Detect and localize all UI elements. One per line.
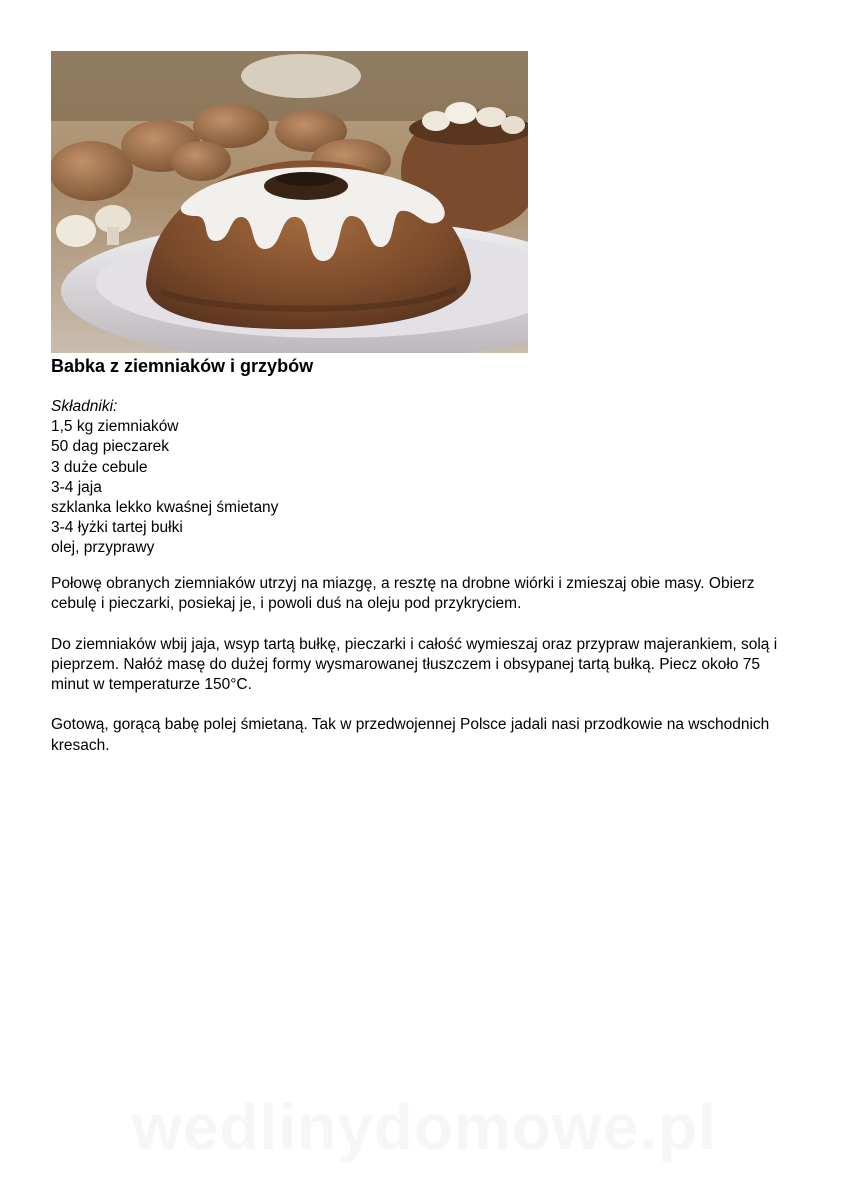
potato-babka-illustration <box>51 51 528 353</box>
recipe-photo <box>51 51 528 353</box>
ingredient-item: szklanka lekko kwaśnej śmietany <box>51 499 279 517</box>
ingredient-item: 50 dag pieczarek <box>51 438 170 456</box>
preparation-steps <box>51 574 791 776</box>
step-paragraph: Do ziemniaków wbij jaja, wsyp tartą bułkę, pieczarki i całość wymieszaj oraz przypraw majerankiem, solą i pieprzem. Nałóż masę do dużej formy wysmarowanej tłuszczem i obsypanej tartą bułką. Piecz około 75 minut w temperaturze 150°C. <box>51 635 778 693</box>
ingredient-item: 3 duże cebule <box>51 458 148 476</box>
step-paragraph: Gotową, gorącą babę polej śmietaną. Tak w przedwojennej Polsce jadali nasi przodkowie na wschodnich kresach. <box>51 716 770 754</box>
step-paragraph: Połowę obranych ziemniaków utrzyj na miazgę, a resztę na drobne wiórki i zmieszaj obie masy. Obierz cebulę i pieczarki, posiekaj je, i powoli duś na oleju pod przykryciem. <box>51 575 755 613</box>
watermark: wedlinydomowe.pl <box>132 1091 717 1163</box>
recipe-title: Babka z ziemniaków i grzybów <box>51 356 314 376</box>
ingredient-item: olej, przyprawy <box>51 539 155 557</box>
ingredients-section <box>51 397 278 559</box>
ingredient-item: 1,5 kg ziemniaków <box>51 418 179 436</box>
ingredients-label: Składniki: <box>51 398 118 415</box>
ingredient-item: 3-4 łyżki tartej bułki <box>51 519 183 537</box>
ingredient-item: 3-4 jaja <box>51 478 102 496</box>
ingredients-list <box>51 417 278 558</box>
